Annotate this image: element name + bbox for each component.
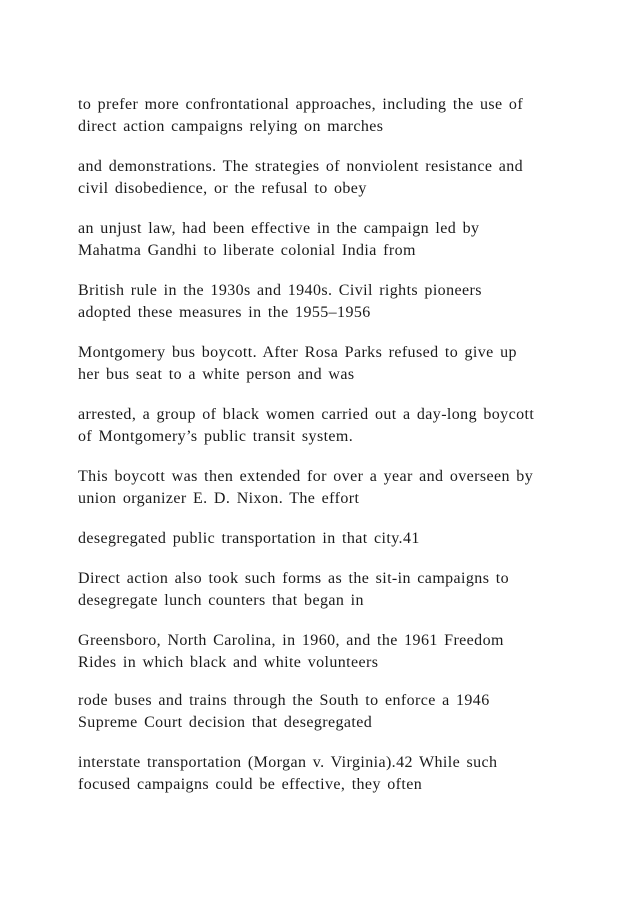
text-line: union organizer E. D. Nixon. The effort (78, 490, 360, 507)
paragraph-4 (78, 280, 578, 324)
text-line: rode buses and trains through the South to enforce a 1946 (78, 692, 490, 709)
text-line: to prefer more confrontational approaches, including the use of (78, 96, 524, 113)
text-line: arrested, a group of black women carried out a day-long boycott (78, 406, 535, 423)
text-line: of Montgomery’s public transit system. (78, 428, 354, 445)
text-line: British rule in the 1930s and 1940s. Civil rights pioneers (78, 282, 482, 299)
paragraph-1 (78, 94, 578, 138)
paragraph-5 (78, 342, 578, 386)
text-line: Greensboro, North Carolina, in 1960, and the 1961 Freedom (78, 632, 504, 649)
text-line: focused campaigns could be effective, they often (78, 776, 423, 793)
paragraph-3 (78, 218, 578, 262)
text-line: Supreme Court decision that desegregated (78, 714, 373, 731)
paragraph-2 (78, 156, 578, 200)
text-line: Montgomery bus boycott. After Rosa Parks refused to give up (78, 344, 517, 361)
paragraph-6 (78, 404, 578, 448)
text-line: This boycott was then extended for over a year and overseen by (78, 468, 534, 485)
text-line: and demonstrations. The strategies of nonviolent resistance and (78, 158, 524, 175)
paragraph-8 (78, 528, 578, 550)
paragraph-12 (78, 752, 578, 796)
text-line: Direct action also took such forms as the sit-in campaigns to (78, 570, 509, 587)
text-line: desegregated public transportation in that city.41 (78, 530, 420, 547)
paragraph-10 (78, 630, 578, 674)
text-line: Rides in which black and white volunteers (78, 654, 379, 671)
text-line: civil disobedience, or the refusal to obey (78, 180, 367, 197)
text-line: interstate transportation (Morgan v. Virginia).42 While such (78, 754, 498, 771)
paragraph-11 (78, 690, 578, 734)
text-line: her bus seat to a white person and was (78, 366, 355, 383)
text-line: an unjust law, had been effective in the campaign led by (78, 220, 480, 237)
text-line: desegregate lunch counters that began in (78, 592, 364, 609)
text-line: direct action campaigns relying on marches (78, 118, 384, 135)
text-line: adopted these measures in the 1955–1956 (78, 304, 371, 321)
paragraph-7 (78, 466, 578, 510)
paragraph-9 (78, 568, 578, 612)
text-line: Mahatma Gandhi to liberate colonial India from (78, 242, 416, 259)
